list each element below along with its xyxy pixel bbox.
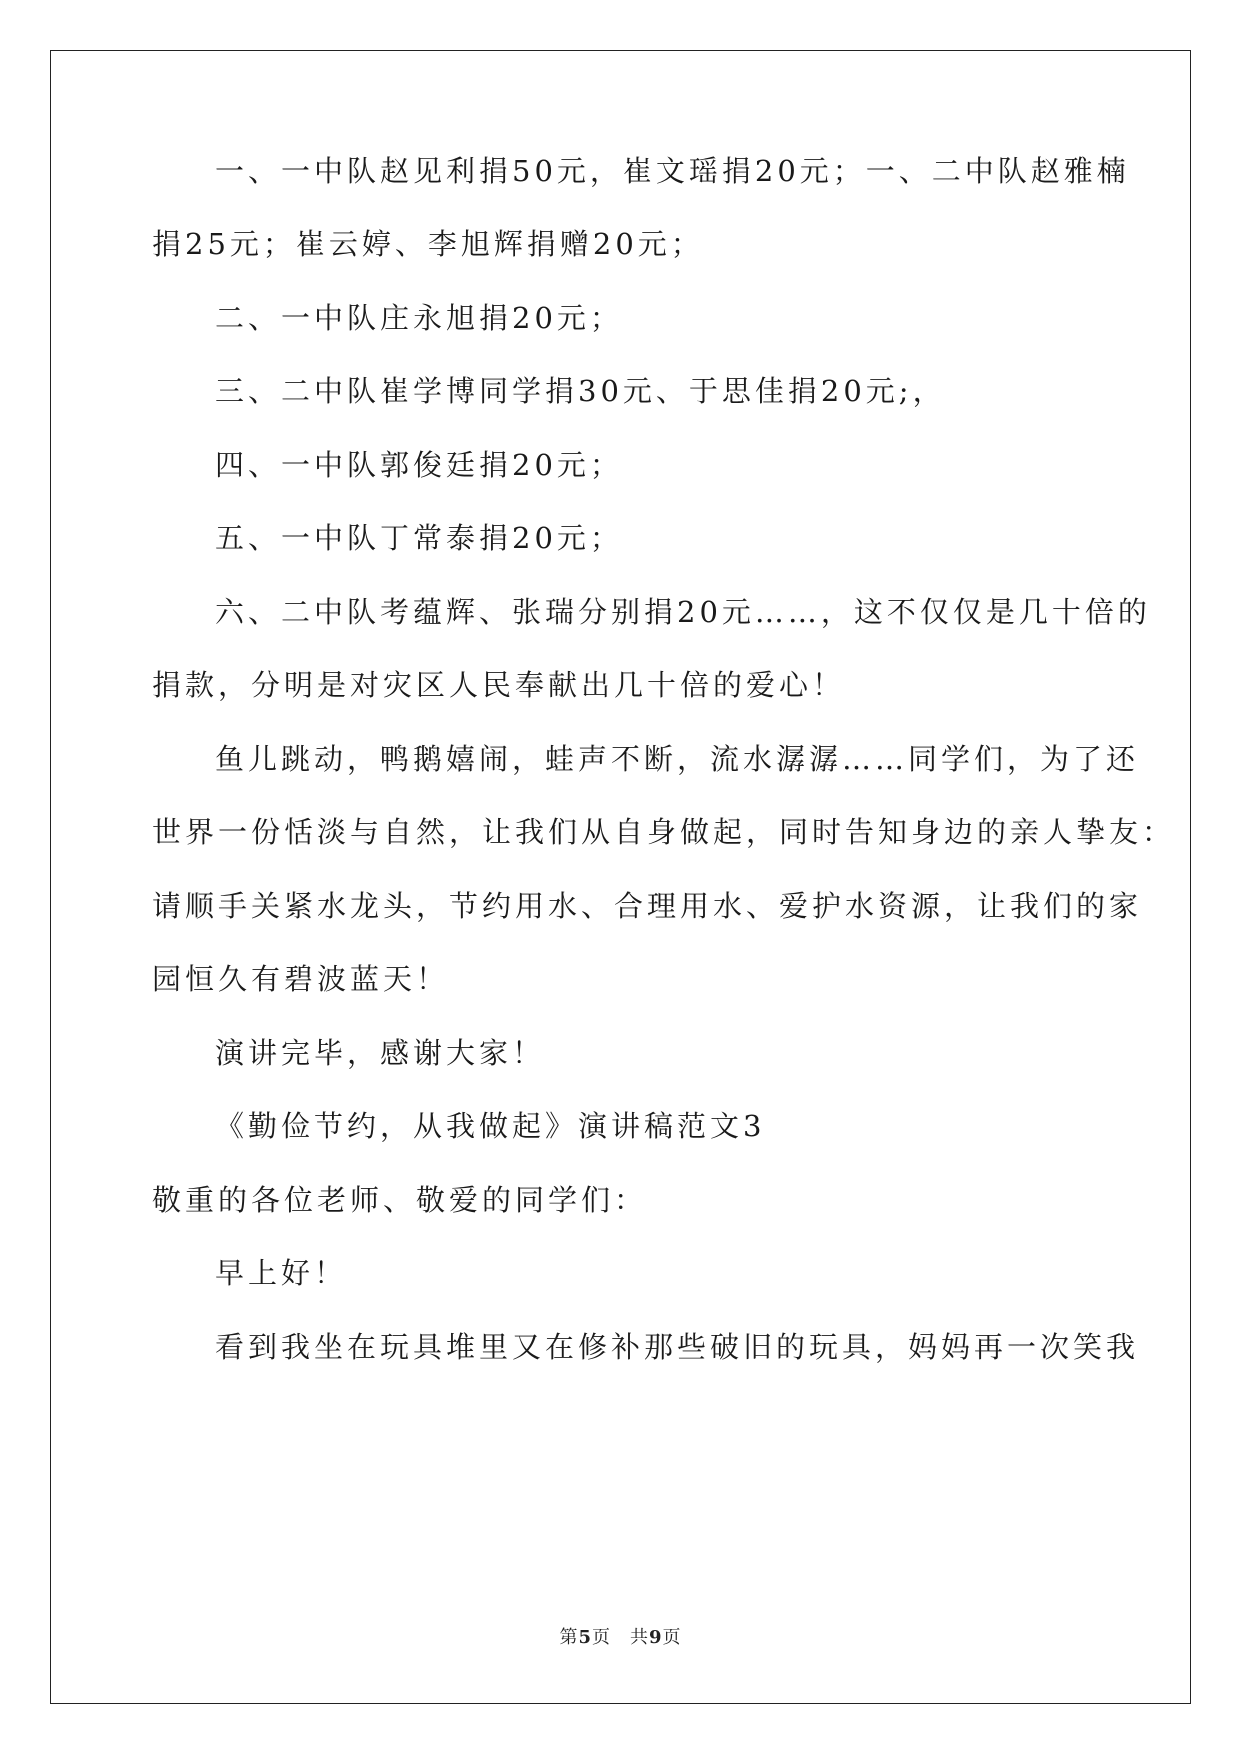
paragraph-line: 演讲完毕，感谢大家！ — [215, 1036, 546, 1070]
current-page-number: 5 — [578, 1627, 592, 1648]
paragraph-line: 四、一中队郭俊廷捐20元； — [215, 448, 623, 482]
paragraph-line: 请顺手关紧水龙头，节约用水、合理用水、爱护水资源，让我们的家 — [152, 889, 1143, 923]
page-footer — [0, 1623, 1241, 1649]
paragraph-line: 捐款，分明是对灾区人民奉献出几十倍的爱心！ — [152, 668, 846, 702]
paragraph-line: 五、一中队丁常泰捐20元； — [215, 521, 623, 555]
greeting: 早上好！ — [215, 1256, 348, 1290]
paragraph-line: 六、二中队考蕴辉、张瑞分别捐20元……，这不仅仅是几十倍的 — [215, 595, 1151, 629]
paragraph-line: 世界一份恬淡与自然，让我们从自身做起，同时告知身边的亲人挚友： — [152, 815, 1176, 849]
total-pages-number: 9 — [649, 1627, 663, 1648]
paragraph-line: 捐25元；崔云婷、李旭辉捐赠20元； — [152, 227, 704, 261]
footer-middle: 页 共 — [592, 1627, 649, 1648]
paragraph-line: 一、一中队赵见利捐50元，崔文瑶捐20元；一、二中队赵雅楠 — [215, 154, 1130, 188]
paragraph-line: 看到我坐在玩具堆里又在修补那些破旧的玩具，妈妈再一次笑我 — [215, 1330, 1140, 1364]
paragraph-line: 三、二中队崔学博同学捐30元、于思佳捐20元;， — [215, 374, 946, 408]
paragraph-line: 园恒久有碧波蓝天！ — [152, 962, 450, 996]
paragraph-line: 鱼儿跳动，鸭鹅嬉闹，蛙声不断，流水潺潺……同学们，为了还 — [215, 742, 1140, 776]
paragraph-line: 二、一中队庄永旭捐20元； — [215, 301, 623, 335]
footer-suffix: 页 — [662, 1627, 682, 1648]
footer-prefix: 第 — [559, 1627, 579, 1648]
salutation: 敬重的各位老师、敬爱的同学们： — [152, 1183, 648, 1217]
section-title: 《勤俭节约，从我做起》演讲稿范文3 — [215, 1109, 766, 1143]
